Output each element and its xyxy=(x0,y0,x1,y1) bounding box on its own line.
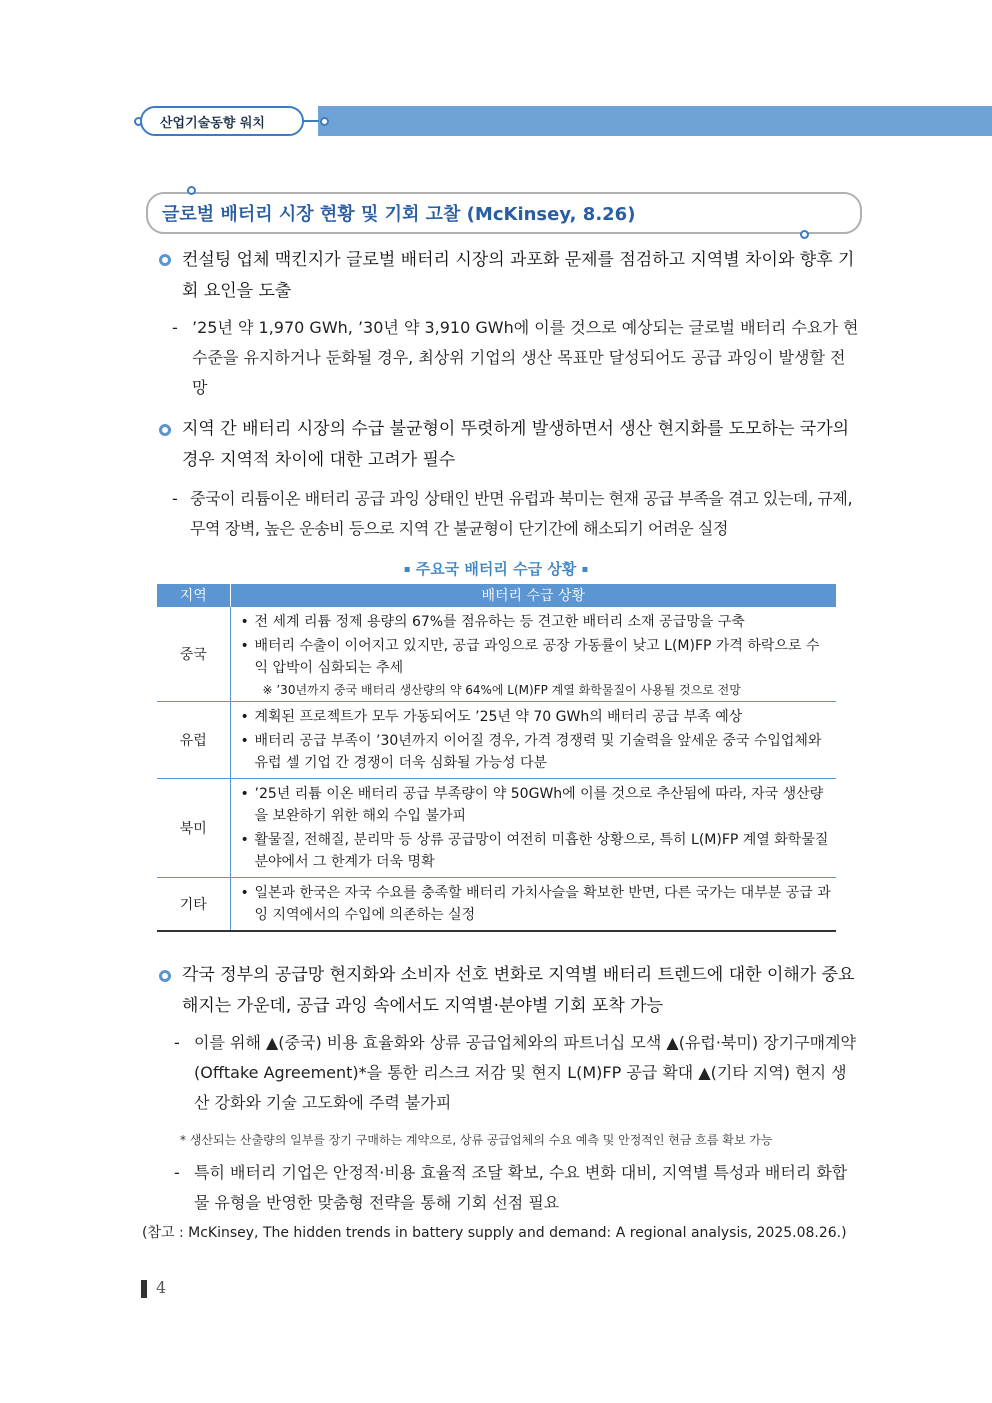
section-dot-bottom xyxy=(800,230,809,239)
status-cell xyxy=(230,702,836,779)
table-caption-text: 주요국 배터리 수급 상황 xyxy=(415,560,577,578)
block-3-sub-2: 특히 배터리 기업은 안정적·비용 효율적 조달 확보, 수요 변화 대비, 지역별 특성과 배터리 화합물 유형을 반영한 맞춤형 전략을 통해 기회 선점 필요 xyxy=(194,1163,848,1212)
header-section-label xyxy=(140,106,304,136)
bullet-icon xyxy=(159,970,171,982)
header-dot-right xyxy=(320,117,329,126)
status-item: • 일본과 한국은 자국 수요를 충족할 배터리 가치사슬을 확보한 반면, 다른 국가는 대부분 공급 과잉 지역에서의 수입에 의존하는 실정 xyxy=(235,882,833,926)
section-title: 글로벌 배터리 시장 현황 및 기회 고찰 (McKinsey, 8.26) xyxy=(162,204,636,225)
status-cell xyxy=(230,607,836,702)
table-row xyxy=(157,607,836,702)
block-3-footnote: * 생산되는 산출량의 일부를 장기 구매하는 계약으로, 상류 공급업체의 수요 예측 및 안정적인 현금 흐름 확보 가능 xyxy=(180,1133,773,1147)
status-item: • 배터리 공급 부족이 ’30년까지 이어질 경우, 가격 경쟁력 및 기술력을 앞세운 중국 수입업체와 유럽 셀 기업 간 경쟁이 더욱 심화될 가능성 다분 xyxy=(235,730,833,774)
status-item: • 배터리 수출이 이어지고 있지만, 공급 과잉으로 공장 가동률이 낮고 L(M)FP 가격 하락으로 수익 압박이 심화되는 추세 xyxy=(235,635,833,679)
table-header-row xyxy=(157,584,836,607)
table-caption: ▪ 주요국 배터리 수급 상황 ▪ xyxy=(403,560,589,578)
bullet-icon xyxy=(159,254,171,266)
block-3-sub-1: 이를 위해 ▲(중국) 비용 효율화와 상류 공급업체와의 파트너십 모색 ▲(유럽·북미) 장기구매계약(Offtake Agreement)*을 통한 리스크 저감 및 현지 L(M)FP 공급 확대 ▲(기타 지역) 현지 생산 강화와 기술 고도화에 주력 불가피 xyxy=(194,1033,856,1112)
header-section-text: 산업기술동향 워치 xyxy=(160,115,265,131)
bullet-icon xyxy=(159,424,171,436)
status-item: • 계획된 프로젝트가 모두 가동되어도 ’25년 약 70 GWh의 배터리 공급 부족 예상 xyxy=(235,706,833,728)
table-row xyxy=(157,702,836,779)
region-cell: 유럽 xyxy=(157,702,230,779)
supply-table xyxy=(157,584,836,932)
status-cell xyxy=(230,779,836,878)
region-cell: 북미 xyxy=(157,779,230,878)
block-1-sub-1: ’25년 약 1,970 GWh, ’30년 약 3,910 GWh에 이를 것으로 예상되는 글로벌 배터리 수요가 현 수준을 유지하거나 둔화될 경우, 최상위 기업의 생산 목표만 달성되어도 공급 과잉이 발생할 전망 xyxy=(192,318,859,397)
region-cell: 중국 xyxy=(157,607,230,702)
status-item: • ’25년 리튬 이온 배터리 공급 부족량이 약 50GWh에 이를 것으로 추산됨에 따라, 자국 생산량을 보완하기 위한 해외 수입 불가피 xyxy=(235,783,833,827)
header-connector xyxy=(303,120,319,122)
block-2-sub-1: 중국이 리튬이온 배터리 공급 과잉 상태인 반면 유럽과 북미는 현재 공급 부족을 겪고 있는데, 규제, 무역 장벽, 높은 운송비 등으로 지역 간 불균형이 단기간에 해소되기 어려운 실정 xyxy=(190,489,853,538)
block-2-main: 지역 간 배터리 시장의 수급 불균형이 뚜렷하게 발생하면서 생산 현지화를 도모하는 국가의 경우 지역적 차이에 대한 고려가 필수 xyxy=(182,419,850,470)
table-row xyxy=(157,878,836,932)
status-item: • 전 세계 리튬 정제 용량의 67%를 점유하는 등 견고한 배터리 소재 공급망을 구축 xyxy=(235,611,833,633)
reference-note: (참고 : McKinsey, The hidden trends in battery supply and demand: A regional analysis, 2025.08.26.) xyxy=(142,1225,847,1241)
table-header-status: 배터리 수급 상황 xyxy=(230,584,836,607)
page-number: 4 xyxy=(156,1278,167,1297)
block-3-main: 각국 정부의 공급망 현지화와 소비자 선호 변화로 지역별 배터리 트렌드에 대한 이해가 중요해지는 가운데, 공급 과잉 속에서도 지역별·분야별 기회 포착 가능 xyxy=(182,965,855,1016)
status-note: ※ ’30년까지 중국 배터리 생산량의 약 64%에 L(M)FP 계열 화학물질이 사용될 것으로 전망 xyxy=(262,683,741,697)
region-cell: 기타 xyxy=(157,878,230,932)
dash-marker: - xyxy=(174,1163,180,1182)
block-1-main: 컨설팅 업체 맥킨지가 글로벌 배터리 시장의 과포화 문제를 점검하고 지역별 차이와 향후 기회 요인을 도출 xyxy=(182,250,855,301)
status-item: • 활물질, 전해질, 분리막 등 상류 공급망이 여전히 미흡한 상황으로, 특히 L(M)FP 계열 화학물질 분야에서 그 한계가 더욱 명확 xyxy=(235,829,833,873)
dash-marker: - xyxy=(172,489,178,508)
status-cell xyxy=(230,878,836,932)
section-dot-top xyxy=(187,186,196,195)
table-header-region: 지역 xyxy=(157,584,230,607)
page-marker xyxy=(141,1280,147,1298)
header-band xyxy=(318,106,992,136)
dash-marker: - xyxy=(172,318,178,337)
dash-marker: - xyxy=(174,1033,180,1052)
table-row xyxy=(157,779,836,878)
